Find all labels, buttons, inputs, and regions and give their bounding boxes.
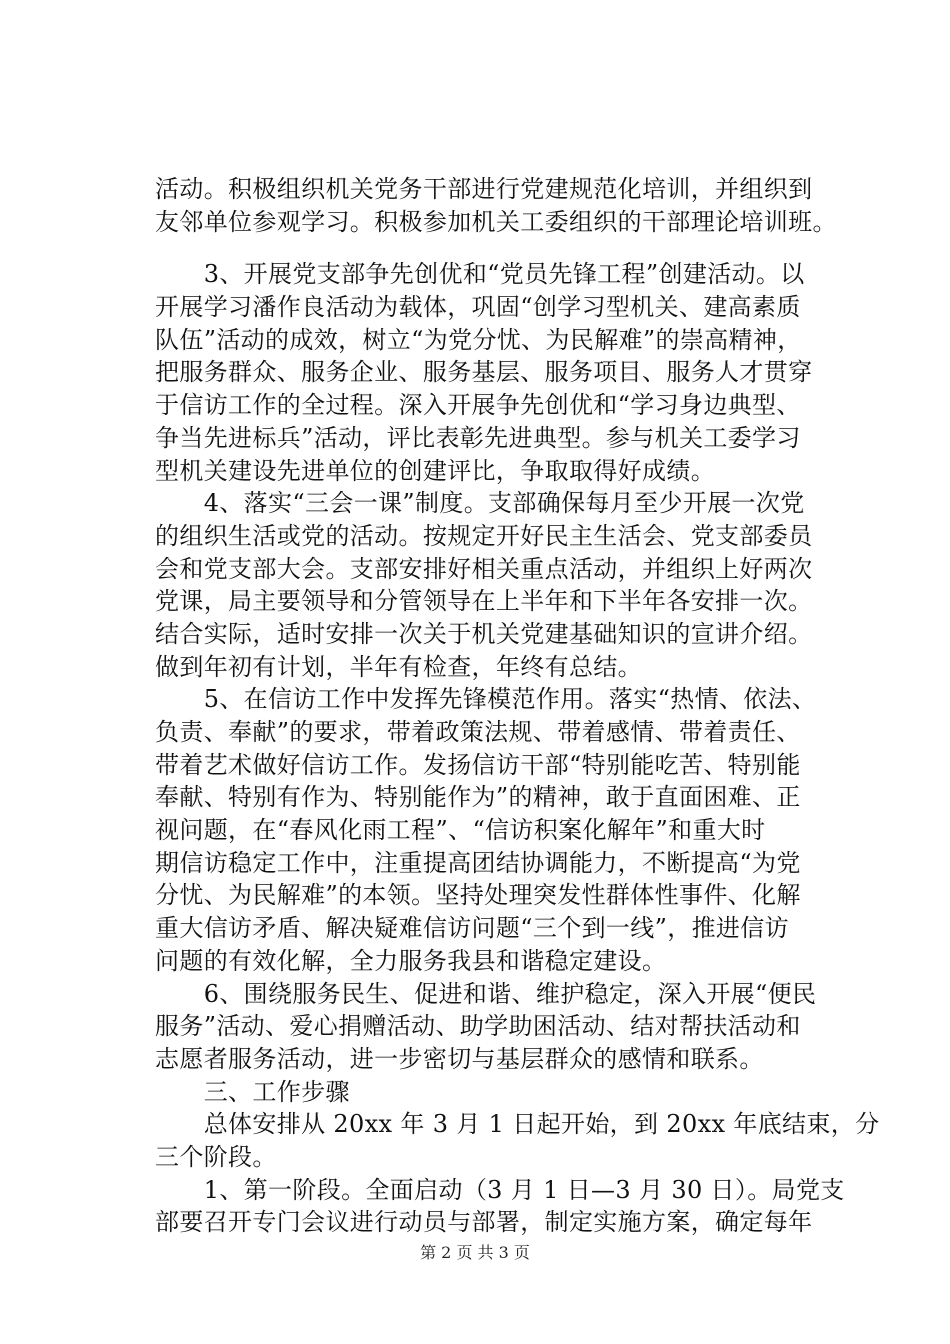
text-line: 把服务群众、服务企业、服务基层、服务项目、服务人才贯穿: [155, 358, 813, 387]
text-line: 带着艺术做好信访工作。发扬信访干部“特别能吃苦、特别能: [155, 750, 801, 779]
text-line: 总体安排从 20xx 年 3 月 1 日起开始，到 20xx 年底结束，分: [155, 1110, 880, 1139]
text-line: 负责、奉献”的要求，带着政策法规、带着感情、带着责任、: [155, 718, 801, 746]
text-line: 部要召开专门会议进行动员与部署，制定实施方案，确定每年: [155, 1208, 813, 1237]
text-line: 结合实际，适时安排一次关于机关党建基础知识的宣讲介绍。: [155, 619, 813, 648]
text-line: 分忧、为民解难”的本领。坚持处理突发性群体性事件、化解: [155, 881, 801, 910]
text-line: 会和党支部大会。支部安排好相关重点活动，并组织上好两次: [155, 554, 813, 583]
text-line: 的组织生活或党的活动。按规定开好民主生活会、党支部委员: [155, 521, 813, 550]
text-line: 6、围绕服务民生、促进和谐、维护稳定，深入开展“便民: [155, 979, 817, 1008]
text-line: 4、落实“三会一课”制度。支部确保每月至少开展一次党: [155, 489, 805, 518]
text-line: 1、第一阶段。全面启动（3 月 1 日—3 月 30 日）。局党支: [155, 1175, 845, 1204]
text-line: 重大信访矛盾、解决疑难信访问题“三个到一线”，推进信访: [155, 914, 789, 943]
text-line: 于信访工作的全过程。深入开展争先创优和“学习身边典型、: [155, 391, 801, 420]
text-line: 视问题，在“春风化雨工程”、“信访积案化解年”和重大时: [155, 816, 766, 845]
text-line: 开展学习潘作良活动为载体，巩固“创学习型机关、建高素质: [155, 293, 801, 322]
paragraph-gap: [155, 238, 845, 258]
page-number-footer: 第 2 页 共 3 页: [420, 1243, 530, 1262]
text-line: 奉献、特别有作为、特别能作为”的精神，敢于直面困难、正: [155, 783, 801, 812]
text-line: 期信访稳定工作中，注重提高团结协调能力，不断提高“为党: [155, 848, 801, 877]
text-line: 志愿者服务活动，进一步密切与基层群众的感情和联系。: [155, 1044, 764, 1073]
text-line: 争当先进标兵”活动，评比表彰先进典型。参与机关工委学习: [155, 423, 801, 452]
text-line: 5、在信访工作中发挥先锋模范作用。落实“热情、依法、: [155, 685, 817, 714]
document-body: [155, 173, 880, 1239]
text-line: 做到年初有计划，半年有检查，年终有总结。: [155, 652, 642, 681]
text-line: 活动。积极组织机关党务干部进行党建规范化培训，并组织到: [155, 175, 813, 203]
text-line: 队伍”活动的成效，树立“为党分忧、为民解难”的崇高精神，: [155, 325, 802, 354]
text-line: 服务”活动、爱心捐赠活动、助学助困活动、结对帮扶活动和: [155, 1012, 801, 1041]
text-line: 三个阶段。: [155, 1142, 277, 1171]
text-line: 问题的有效化解，全力服务我县和谐稳定建设。: [155, 946, 667, 975]
text-line: 党课，局主要领导和分管领导在上半年和下半年各安排一次。: [155, 587, 813, 616]
section-heading: 三、工作步骤: [155, 1077, 350, 1106]
text-line: 型机关建设先进单位的创建评比，争取取得好成绩。: [155, 456, 716, 485]
text-line: 3、开展党支部争先创优和“党员先锋工程”创建活动。以: [155, 260, 805, 289]
text-line: 友邻单位参观学习。积极参加机关工委组织的干部理论培训班。: [155, 207, 837, 236]
